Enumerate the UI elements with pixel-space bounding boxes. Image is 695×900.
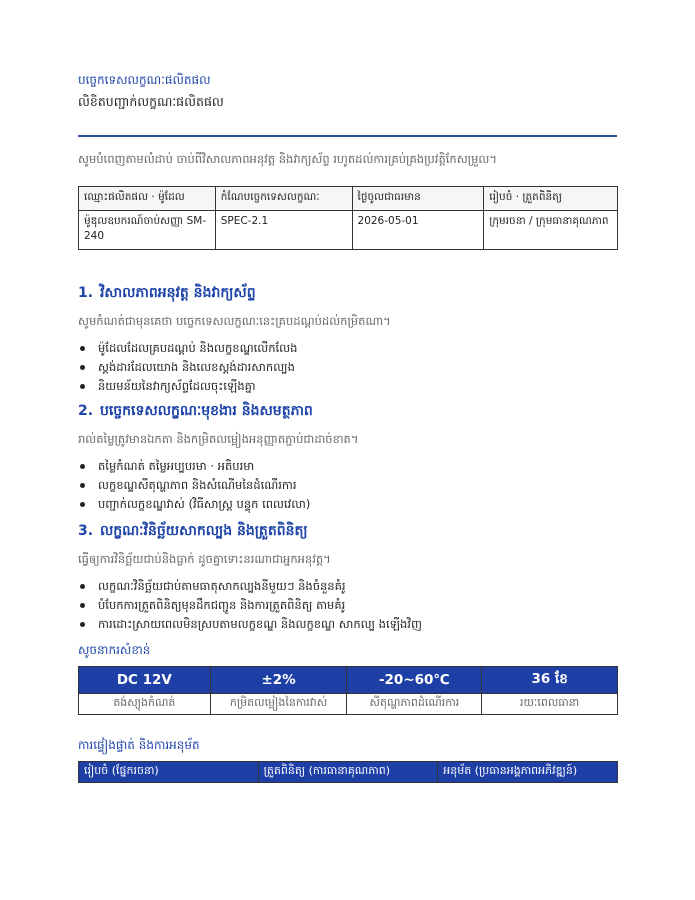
section-title: លក្ខណៈវិនិច្ឆ័យសាកល្បង និងត្រួតពិនិត្យ [99, 523, 308, 539]
section-list [78, 339, 617, 396]
list-item: បញ្ជាក់លក្ខខណ្ឌវាស់ (វិធីសាស្ត្រ បន្ទុក ពេលវេលា) [78, 495, 617, 514]
list-item: លក្ខណៈវិនិច្ឆ័យជាប់តាមធាតុសាកល្បងនីមួយៗ និងចំនួនគំរូ [78, 577, 617, 596]
meta-header-product: ឈ្មោះផលិតផល · ម៉ូដែល [79, 187, 216, 211]
meta-value-version: SPEC-2.1 [215, 211, 352, 250]
kpi-value-voltage: DC 12V [79, 667, 211, 694]
section-number: 3. [78, 523, 94, 539]
section-title: វិសាលភាពអនុវត្ត និងវាក្យស័ព្ទ [99, 285, 256, 301]
kpi-value-warranty: 36 ខែ [482, 667, 618, 694]
list-item: ស្តង់ដារដែលយោង និងលេខស្តង់ដារសាកល្បង [78, 358, 617, 377]
list-item: និយមន័យនៃវាក្យស័ព្ទដែលចុះឡើងគ្នា [78, 377, 617, 396]
section-lead: រាល់តម្លៃត្រូវមានឯកតា និងកម្រិតលម្អៀងអនុញ្ញាតភ្ជាប់ជាដាច់ខាត។ [78, 432, 359, 446]
section-title: បច្ចេកទេសលក្ខណៈមុខងារ និងសមត្ថភាព [99, 403, 313, 419]
section-lead: សូមកំណត់ជាមុនគេថា បច្ចេកទេសលក្ខណៈនេះគ្របដណ្តប់ដល់កម្រិតណា។ [78, 314, 391, 328]
section-scope [78, 283, 617, 396]
approval-header-prepared: រៀបចំ (ផ្នែករចនា) [79, 762, 259, 783]
section-list [78, 577, 617, 634]
list-item: ការដោះស្រាយពេលមិនស្របតាមលក្ខខណ្ឌ និងលក្ខខណ្ឌ សាកល្ប ងឡើងវិញ [78, 615, 617, 634]
kpi-label-row [79, 694, 618, 715]
meta-header-prepared-reviewed: រៀបចំ · ត្រួតពិនិត្យ [484, 187, 618, 211]
kpi-label-temperature: សីតុណ្ហភាពដំណើរការ [347, 694, 482, 715]
kpi-table [78, 666, 618, 715]
meta-value-product: ម៉ូឌុលឧបករណ៍ចាប់សញ្ញា SM-240 [79, 211, 216, 250]
list-item: បំបែកការត្រួតពិនិត្យមុនដឹកជញ្ជូន និងការត្រួតពិនិត្យ តាមគំរូ [78, 596, 617, 615]
header-divider [78, 135, 617, 137]
approval-header-row [79, 762, 618, 783]
meta-value-row [79, 211, 618, 250]
kpi-label-tolerance: កម្រិតលម្អៀងនៃការវាស់ [210, 694, 347, 715]
section-number: 1. [78, 285, 94, 301]
section-testing [78, 521, 617, 634]
document-title: លិខិតបញ្ជាក់លក្ខណៈផលិតផល [78, 94, 224, 109]
document-meta-table [78, 186, 618, 250]
kpi-value-row [79, 667, 618, 694]
meta-header-row [79, 187, 618, 211]
kpi-label-voltage: តង់ស្យុងកំណត់ [79, 694, 211, 715]
section-heading [78, 401, 617, 422]
section-heading [78, 283, 617, 304]
approval-header-approved: អនុម័ត (ប្រធានអង្គភាពអភិវឌ្ឍន៍) [438, 762, 618, 783]
document-category-label: បច្ចេកទេសលក្ខណៈផលិតផល [78, 73, 211, 87]
kpi-value-tolerance: ±2% [210, 667, 347, 694]
meta-value-prepared-reviewed: ក្រុមរចនា / ក្រុមធានាគុណភាព [484, 211, 618, 250]
list-item: លក្ខខណ្ឌសីតុណ្ហភាព និងសំណើមនៃដំណើរការ [78, 476, 617, 495]
list-item: តម្លៃកំណត់ តម្លៃអប្បបរមា · អតិបរមា [78, 457, 617, 476]
section-heading [78, 521, 617, 542]
intro-text: សូមបំពេញតាមលំដាប់ ចាប់ពីវិសាលភាពអនុវត្ត និងវាក្យស័ព្ទ រហូតដល់ការគ្រប់គ្រងប្រវត្តិកែសម្រួល។ [78, 152, 497, 166]
section-list [78, 457, 617, 514]
kpi-value-temperature: -20~60℃ [347, 667, 482, 694]
section-performance [78, 401, 617, 514]
kpi-label-warranty: រយៈពេលធានា [482, 694, 618, 715]
approval-table [78, 761, 618, 783]
section-number: 2. [78, 403, 94, 419]
approval-subtitle: ការផ្ទៀងផ្ទាត់ និងការអនុម័ត [78, 738, 200, 752]
section-lead: ធ្វើឲ្យការវិនិច្ឆ័យជាប់និងធ្លាក់ ដូចគ្នាទោះនរណាជាអ្នកអនុវត្ត។ [78, 552, 331, 566]
list-item: ម៉ូដែលដែលគ្របដណ្តប់ និងលក្ខខណ្ឌលើកលែង [78, 339, 617, 358]
meta-value-effective-date: 2026-05-01 [352, 211, 484, 250]
kpi-subtitle: សូចនាករសំខាន់ [78, 643, 151, 657]
approval-header-reviewed: ត្រួតពិនិត្យ (ការធានាគុណភាព) [258, 762, 438, 783]
meta-header-version: កំណែបច្ចេកទេសលក្ខណៈ [215, 187, 352, 211]
meta-header-effective-date: ថ្ងៃចូលជាធរមាន [352, 187, 484, 211]
